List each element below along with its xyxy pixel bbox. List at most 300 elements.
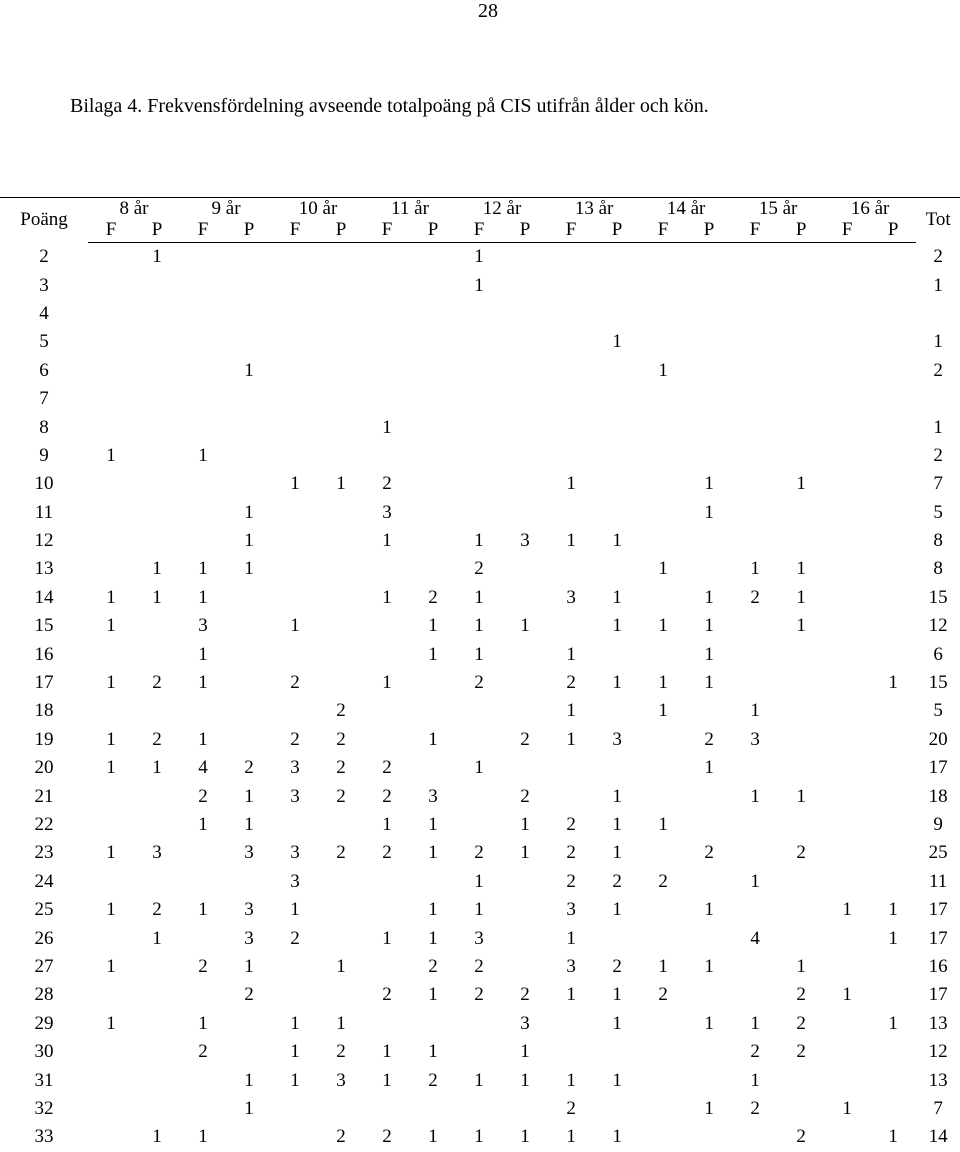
count-cell — [134, 782, 180, 810]
count-cell — [686, 924, 732, 952]
count-cell — [870, 811, 916, 839]
count-cell — [778, 669, 824, 697]
count-cell — [318, 271, 364, 299]
count-cell: 2 — [198, 785, 208, 807]
total-cell: 12 — [928, 1041, 948, 1063]
count-cell: 1 — [520, 615, 530, 637]
count-cell: 1 — [612, 615, 622, 637]
count-cell — [180, 1066, 226, 1094]
total-cell: 6 — [933, 643, 943, 665]
count-cell: 3 — [290, 842, 300, 864]
count-cell — [410, 357, 456, 385]
count-cell — [364, 612, 410, 640]
count-cell — [640, 413, 686, 441]
count-cell — [502, 271, 548, 299]
count-cell: 1 — [428, 842, 438, 864]
count-cell — [456, 470, 502, 498]
count-cell: 1 — [750, 870, 760, 892]
points-cell: 22 — [34, 814, 54, 835]
total-cell: 17 — [928, 757, 948, 779]
count-cell: 1 — [566, 1126, 576, 1148]
count-cell — [778, 271, 824, 299]
count-cell: 1 — [566, 643, 576, 665]
count-cell: 2 — [704, 728, 714, 750]
count-cell: 2 — [382, 842, 392, 864]
count-cell: 1 — [474, 899, 484, 921]
count-cell — [824, 1038, 870, 1066]
count-cell — [180, 1095, 226, 1123]
sex-f-header: F — [88, 220, 134, 243]
count-cell — [318, 527, 364, 555]
count-cell: 1 — [198, 1126, 208, 1148]
count-cell: 2 — [336, 1126, 346, 1148]
count-cell: 1 — [704, 899, 714, 921]
count-cell — [686, 357, 732, 385]
points-cell: 31 — [34, 1069, 54, 1091]
count-cell — [594, 357, 640, 385]
sex-f-header: F — [640, 220, 686, 243]
count-cell — [870, 357, 916, 385]
count-cell — [778, 499, 824, 527]
count-cell — [134, 640, 180, 668]
points-cell: 30 — [34, 1041, 54, 1063]
count-cell — [134, 612, 180, 640]
count-cell — [318, 328, 364, 356]
count-cell: 1 — [290, 1041, 300, 1063]
points-cell: 5 — [39, 331, 49, 353]
count-cell — [88, 1066, 134, 1094]
total-cell: 9 — [933, 814, 943, 835]
count-cell — [88, 697, 134, 725]
count-cell: 1 — [106, 672, 116, 694]
count-cell — [640, 300, 686, 328]
count-cell: 3 — [336, 1069, 346, 1091]
count-cell — [318, 442, 364, 470]
count-cell — [870, 413, 916, 441]
count-cell — [732, 243, 778, 272]
table-row — [0, 271, 960, 299]
count-cell: 1 — [658, 700, 668, 722]
count-cell — [502, 328, 548, 356]
count-cell — [272, 442, 318, 470]
count-cell — [364, 640, 410, 668]
count-cell — [134, 868, 180, 896]
count-cell: 1 — [612, 1012, 622, 1034]
total-cell: 5 — [933, 501, 943, 523]
total-cell: 7 — [933, 1097, 943, 1119]
count-cell — [226, 413, 272, 441]
total-cell: 11 — [928, 870, 948, 892]
sex-p-header: P — [778, 220, 824, 243]
count-cell — [502, 442, 548, 470]
count-cell: 1 — [566, 530, 576, 552]
count-cell — [640, 243, 686, 272]
count-cell — [318, 924, 364, 952]
count-cell: 1 — [428, 1041, 438, 1063]
count-cell — [180, 499, 226, 527]
points-cell: 33 — [34, 1126, 54, 1148]
total-cell: 8 — [933, 558, 943, 580]
count-cell: 1 — [566, 1069, 576, 1091]
count-cell: 2 — [428, 586, 438, 608]
count-cell — [686, 527, 732, 555]
count-cell: 1 — [382, 416, 392, 438]
count-cell — [870, 527, 916, 555]
count-cell — [272, 499, 318, 527]
count-cell — [640, 782, 686, 810]
age-group-header: 15 år — [732, 198, 824, 221]
count-cell: 1 — [704, 1097, 714, 1119]
points-cell: 13 — [34, 558, 54, 580]
count-cell — [180, 981, 226, 1009]
total-cell: 20 — [928, 728, 948, 750]
count-cell: 1 — [428, 728, 438, 750]
table-row — [0, 953, 960, 981]
count-cell: 1 — [244, 501, 254, 523]
table-row — [0, 754, 960, 782]
count-cell — [364, 896, 410, 924]
count-cell: 1 — [888, 1012, 898, 1034]
count-cell — [640, 499, 686, 527]
points-cell: 10 — [34, 473, 54, 495]
count-cell — [272, 243, 318, 272]
count-cell — [134, 981, 180, 1009]
count-cell: 4 — [198, 757, 208, 779]
count-cell — [870, 470, 916, 498]
count-cell — [226, 1038, 272, 1066]
points-cell: 4 — [39, 302, 49, 324]
count-cell — [318, 811, 364, 839]
count-cell — [686, 413, 732, 441]
count-cell — [548, 782, 594, 810]
count-cell — [410, 868, 456, 896]
count-cell — [778, 924, 824, 952]
count-cell — [824, 413, 870, 441]
total-cell: 17 — [928, 984, 948, 1006]
count-cell: 2 — [336, 1041, 346, 1063]
count-cell — [180, 527, 226, 555]
count-cell: 2 — [750, 1097, 760, 1119]
count-cell — [226, 243, 272, 272]
count-cell — [88, 470, 134, 498]
count-cell: 1 — [474, 643, 484, 665]
total-cell: 14 — [928, 1126, 948, 1148]
count-cell — [88, 1123, 134, 1151]
table-row — [0, 697, 960, 725]
count-cell — [824, 782, 870, 810]
count-cell — [134, 527, 180, 555]
count-cell — [686, 697, 732, 725]
points-cell: 27 — [34, 955, 54, 977]
count-cell: 1 — [198, 814, 208, 835]
sex-f-header: F — [180, 220, 226, 243]
count-cell — [870, 555, 916, 583]
points-cell: 20 — [34, 757, 54, 779]
count-cell: 1 — [474, 586, 484, 608]
count-cell — [502, 1095, 548, 1123]
count-cell — [272, 953, 318, 981]
age-group-header: 8 år — [88, 198, 180, 221]
total-cell: 12 — [928, 615, 948, 637]
count-cell — [686, 385, 732, 413]
count-cell — [778, 726, 824, 754]
count-cell: 1 — [842, 984, 852, 1006]
table-row — [0, 811, 960, 839]
count-cell — [456, 357, 502, 385]
count-cell — [318, 669, 364, 697]
count-cell: 2 — [750, 586, 760, 608]
count-cell — [180, 697, 226, 725]
count-cell: 1 — [382, 672, 392, 694]
count-cell: 1 — [198, 1012, 208, 1034]
count-cell: 1 — [658, 359, 668, 381]
count-cell — [732, 470, 778, 498]
count-cell: 1 — [290, 1012, 300, 1034]
points-cell: 26 — [34, 927, 54, 949]
count-cell — [824, 584, 870, 612]
count-cell: 1 — [750, 785, 760, 807]
count-cell: 2 — [382, 785, 392, 807]
count-cell — [502, 357, 548, 385]
count-cell: 2 — [704, 842, 714, 864]
count-cell — [180, 385, 226, 413]
count-cell — [732, 328, 778, 356]
count-cell — [272, 640, 318, 668]
total-cell: 18 — [928, 785, 948, 807]
count-cell: 1 — [198, 672, 208, 694]
count-cell: 1 — [796, 615, 806, 637]
count-cell — [180, 470, 226, 498]
count-cell: 1 — [520, 842, 530, 864]
count-cell: 2 — [520, 785, 530, 807]
count-cell: 1 — [474, 870, 484, 892]
count-cell — [870, 385, 916, 413]
count-cell: 1 — [198, 586, 208, 608]
count-cell — [548, 612, 594, 640]
count-cell — [824, 555, 870, 583]
count-cell — [778, 896, 824, 924]
count-cell: 1 — [106, 444, 116, 466]
count-cell — [502, 413, 548, 441]
table-row — [0, 1010, 960, 1038]
count-cell — [318, 243, 364, 272]
count-cell: 1 — [612, 814, 622, 835]
count-cell — [870, 271, 916, 299]
count-cell — [686, 555, 732, 583]
count-cell — [134, 811, 180, 839]
points-cell: 18 — [34, 700, 54, 722]
count-cell — [870, 953, 916, 981]
count-cell — [456, 811, 502, 839]
count-cell — [778, 527, 824, 555]
count-cell — [134, 499, 180, 527]
count-cell — [134, 1066, 180, 1094]
total-cell: 1 — [933, 331, 943, 353]
count-cell: 1 — [428, 984, 438, 1006]
sex-p-header: P — [870, 220, 916, 243]
count-cell: 1 — [290, 615, 300, 637]
count-cell — [88, 385, 134, 413]
count-cell: 1 — [382, 586, 392, 608]
count-cell — [410, 555, 456, 583]
count-cell — [870, 640, 916, 668]
count-cell — [272, 555, 318, 583]
sex-f-header: F — [824, 220, 870, 243]
count-cell — [778, 357, 824, 385]
table-header — [0, 198, 960, 243]
count-cell — [732, 612, 778, 640]
table-row — [0, 981, 960, 1009]
count-cell — [640, 442, 686, 470]
count-cell — [318, 981, 364, 1009]
count-cell — [180, 839, 226, 867]
table-row — [0, 584, 960, 612]
count-cell — [870, 1038, 916, 1066]
count-cell — [824, 470, 870, 498]
count-cell — [548, 499, 594, 527]
count-cell — [686, 271, 732, 299]
count-cell: 2 — [336, 728, 346, 750]
table-row — [0, 243, 960, 272]
points-cell: 2 — [39, 245, 49, 267]
count-cell — [134, 1095, 180, 1123]
table-row — [0, 1038, 960, 1066]
count-cell — [364, 243, 410, 272]
count-cell — [732, 413, 778, 441]
count-cell — [134, 470, 180, 498]
count-cell: 1 — [612, 1069, 622, 1091]
count-cell: 1 — [612, 672, 622, 694]
count-cell: 1 — [658, 672, 668, 694]
count-cell: 3 — [152, 842, 162, 864]
count-cell — [88, 782, 134, 810]
age-group-header: 13 år — [548, 198, 640, 221]
count-cell — [824, 300, 870, 328]
count-cell — [226, 584, 272, 612]
count-cell: 2 — [474, 955, 484, 977]
age-group-header: 9 år — [180, 198, 272, 221]
count-cell: 1 — [520, 1041, 530, 1063]
count-cell — [456, 1010, 502, 1038]
count-cell — [640, 640, 686, 668]
count-cell — [88, 300, 134, 328]
count-cell: 1 — [106, 615, 116, 637]
count-cell — [226, 328, 272, 356]
count-cell — [272, 300, 318, 328]
count-cell: 1 — [520, 1126, 530, 1148]
count-cell — [364, 271, 410, 299]
count-cell: 1 — [612, 1126, 622, 1148]
count-cell — [364, 1095, 410, 1123]
count-cell — [824, 839, 870, 867]
table-row — [0, 640, 960, 668]
total-cell: 16 — [928, 955, 948, 977]
count-cell — [824, 754, 870, 782]
count-cell — [364, 442, 410, 470]
count-cell — [318, 555, 364, 583]
count-cell: 1 — [796, 955, 806, 977]
count-cell — [502, 470, 548, 498]
total-cell: 25 — [928, 842, 948, 864]
count-cell: 1 — [244, 955, 254, 977]
count-cell: 1 — [198, 728, 208, 750]
count-cell: 1 — [750, 558, 760, 580]
count-cell — [180, 924, 226, 952]
count-cell: 3 — [612, 728, 622, 750]
count-cell — [548, 385, 594, 413]
table-row — [0, 328, 960, 356]
sex-p-header: P — [226, 220, 272, 243]
count-cell — [134, 442, 180, 470]
count-cell: 2 — [796, 1041, 806, 1063]
sex-p-header: P — [502, 220, 548, 243]
sex-f-header: F — [364, 220, 410, 243]
count-cell — [686, 868, 732, 896]
count-cell — [640, 896, 686, 924]
count-cell: 2 — [566, 842, 576, 864]
count-cell — [548, 357, 594, 385]
count-cell: 1 — [842, 1097, 852, 1119]
count-cell — [88, 868, 134, 896]
count-cell: 1 — [428, 927, 438, 949]
count-cell: 1 — [474, 530, 484, 552]
count-cell — [410, 754, 456, 782]
count-cell: 1 — [198, 643, 208, 665]
count-cell — [226, 1123, 272, 1151]
table-row — [0, 896, 960, 924]
count-cell: 2 — [520, 728, 530, 750]
count-cell: 4 — [750, 927, 760, 949]
count-cell — [410, 300, 456, 328]
table-row — [0, 726, 960, 754]
count-cell: 1 — [474, 615, 484, 637]
count-cell — [226, 612, 272, 640]
points-cell: 15 — [34, 615, 54, 637]
count-cell — [778, 640, 824, 668]
count-cell: 1 — [474, 1069, 484, 1091]
count-cell — [502, 896, 548, 924]
count-cell: 3 — [520, 1012, 530, 1034]
count-cell: 1 — [474, 246, 484, 268]
count-cell — [272, 413, 318, 441]
count-cell — [226, 300, 272, 328]
count-cell — [778, 385, 824, 413]
total-cell: 13 — [928, 1012, 948, 1034]
count-cell — [502, 385, 548, 413]
count-cell: 3 — [290, 870, 300, 892]
count-cell — [456, 413, 502, 441]
count-cell — [732, 499, 778, 527]
count-cell: 1 — [428, 1126, 438, 1148]
count-cell — [640, 1038, 686, 1066]
count-cell — [824, 271, 870, 299]
count-cell — [778, 1066, 824, 1094]
count-cell: 1 — [796, 586, 806, 608]
count-cell — [686, 243, 732, 272]
count-cell — [272, 385, 318, 413]
count-cell — [318, 1095, 364, 1123]
count-cell: 1 — [704, 586, 714, 608]
count-cell — [732, 839, 778, 867]
count-cell — [88, 357, 134, 385]
count-cell — [594, 413, 640, 441]
points-cell: 24 — [34, 870, 54, 892]
count-cell — [456, 697, 502, 725]
count-cell — [318, 640, 364, 668]
total-cell: 2 — [933, 359, 943, 381]
count-cell — [88, 527, 134, 555]
count-cell: 1 — [612, 331, 622, 353]
